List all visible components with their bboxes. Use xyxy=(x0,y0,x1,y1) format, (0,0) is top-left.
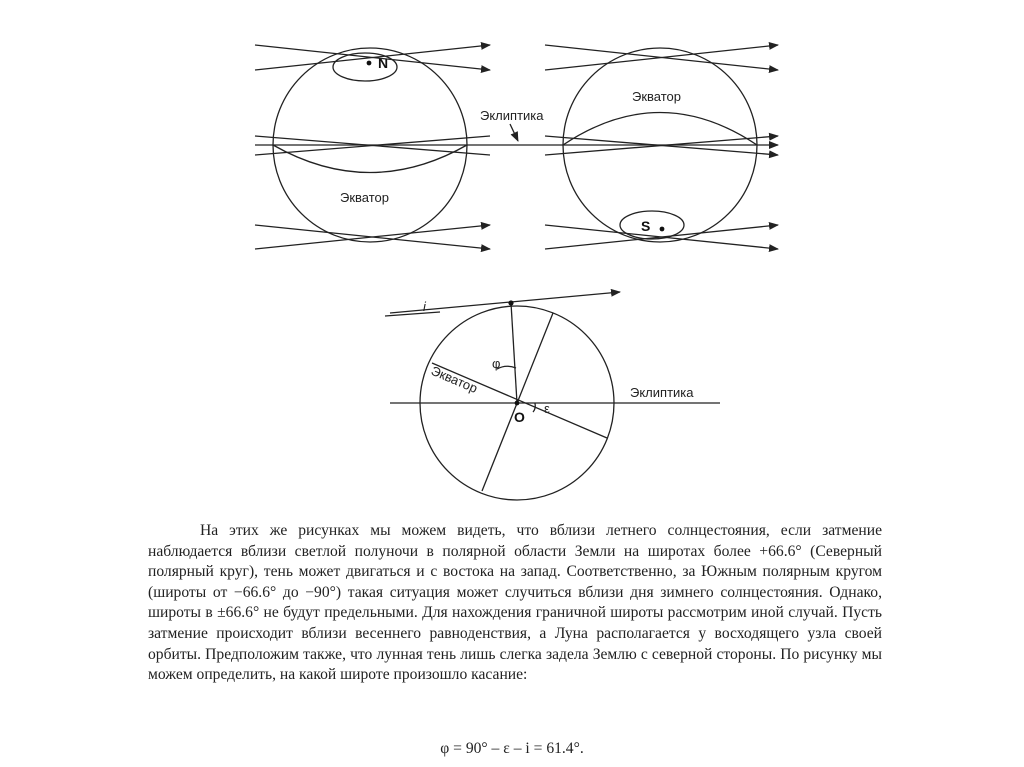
north-pole-dot xyxy=(367,61,372,66)
epsilon-arc xyxy=(533,403,535,412)
body-text xyxy=(148,521,882,686)
center-point xyxy=(515,401,520,406)
bottom-circle-diagram xyxy=(385,292,720,500)
left-rays xyxy=(255,45,560,249)
ecliptic-pointer xyxy=(510,124,518,141)
angle-phi-label: φ xyxy=(492,356,501,371)
right-globe-equator-label: Экватор xyxy=(632,89,682,104)
paragraph: На этих же рисунках мы можем видеть, что вблизи летнего солнцестояния, если затмение наблюдается вблизи светлой полуночи в полярной области Земли на широтах более +66.6° (Северный полярный круг), тень может двигаться и с востока на запад. Соответственно, за Южным полярным кругом (широты от −66.6° до −90°) такая ситуация может случиться вблизи дня зимнего солнцестояния. Однако, широты в ±66.6° не будут предельными. Для нахождения граничной широты рассмотрим иной случай. Пусть затмение происходит вблизи весеннего равноденствия, а Луна располагается у восходящего узла своей орбиты. Предположим также, что лунная тень лишь слегка задела Землю с северной стороны. По рисунку мы можем определить, на какой широте произошло касание: xyxy=(148,522,882,684)
right-globe-polar-circle xyxy=(620,211,684,239)
right-globe-pole-label: S xyxy=(641,218,651,234)
ecliptic-label-top: Эклиптика xyxy=(480,108,544,123)
radius-tangent xyxy=(511,303,517,403)
center-label: O xyxy=(514,409,525,425)
south-pole-dot xyxy=(660,227,665,232)
left-globe-equator xyxy=(273,145,467,173)
ecliptic-label-bottom: Эклиптика xyxy=(630,385,694,400)
left-globe-equator-label: Экватор xyxy=(340,190,390,205)
equator-label-bottom: Экватор xyxy=(428,362,480,396)
formula: φ = 90° – ε – i = 61.4°. xyxy=(440,740,584,757)
tangent-point xyxy=(508,300,513,305)
angle-i-label: i xyxy=(423,299,426,314)
left-globe-pole-label: N xyxy=(378,55,389,71)
angle-epsilon-label: ε xyxy=(544,401,550,416)
right-rays xyxy=(545,45,778,249)
